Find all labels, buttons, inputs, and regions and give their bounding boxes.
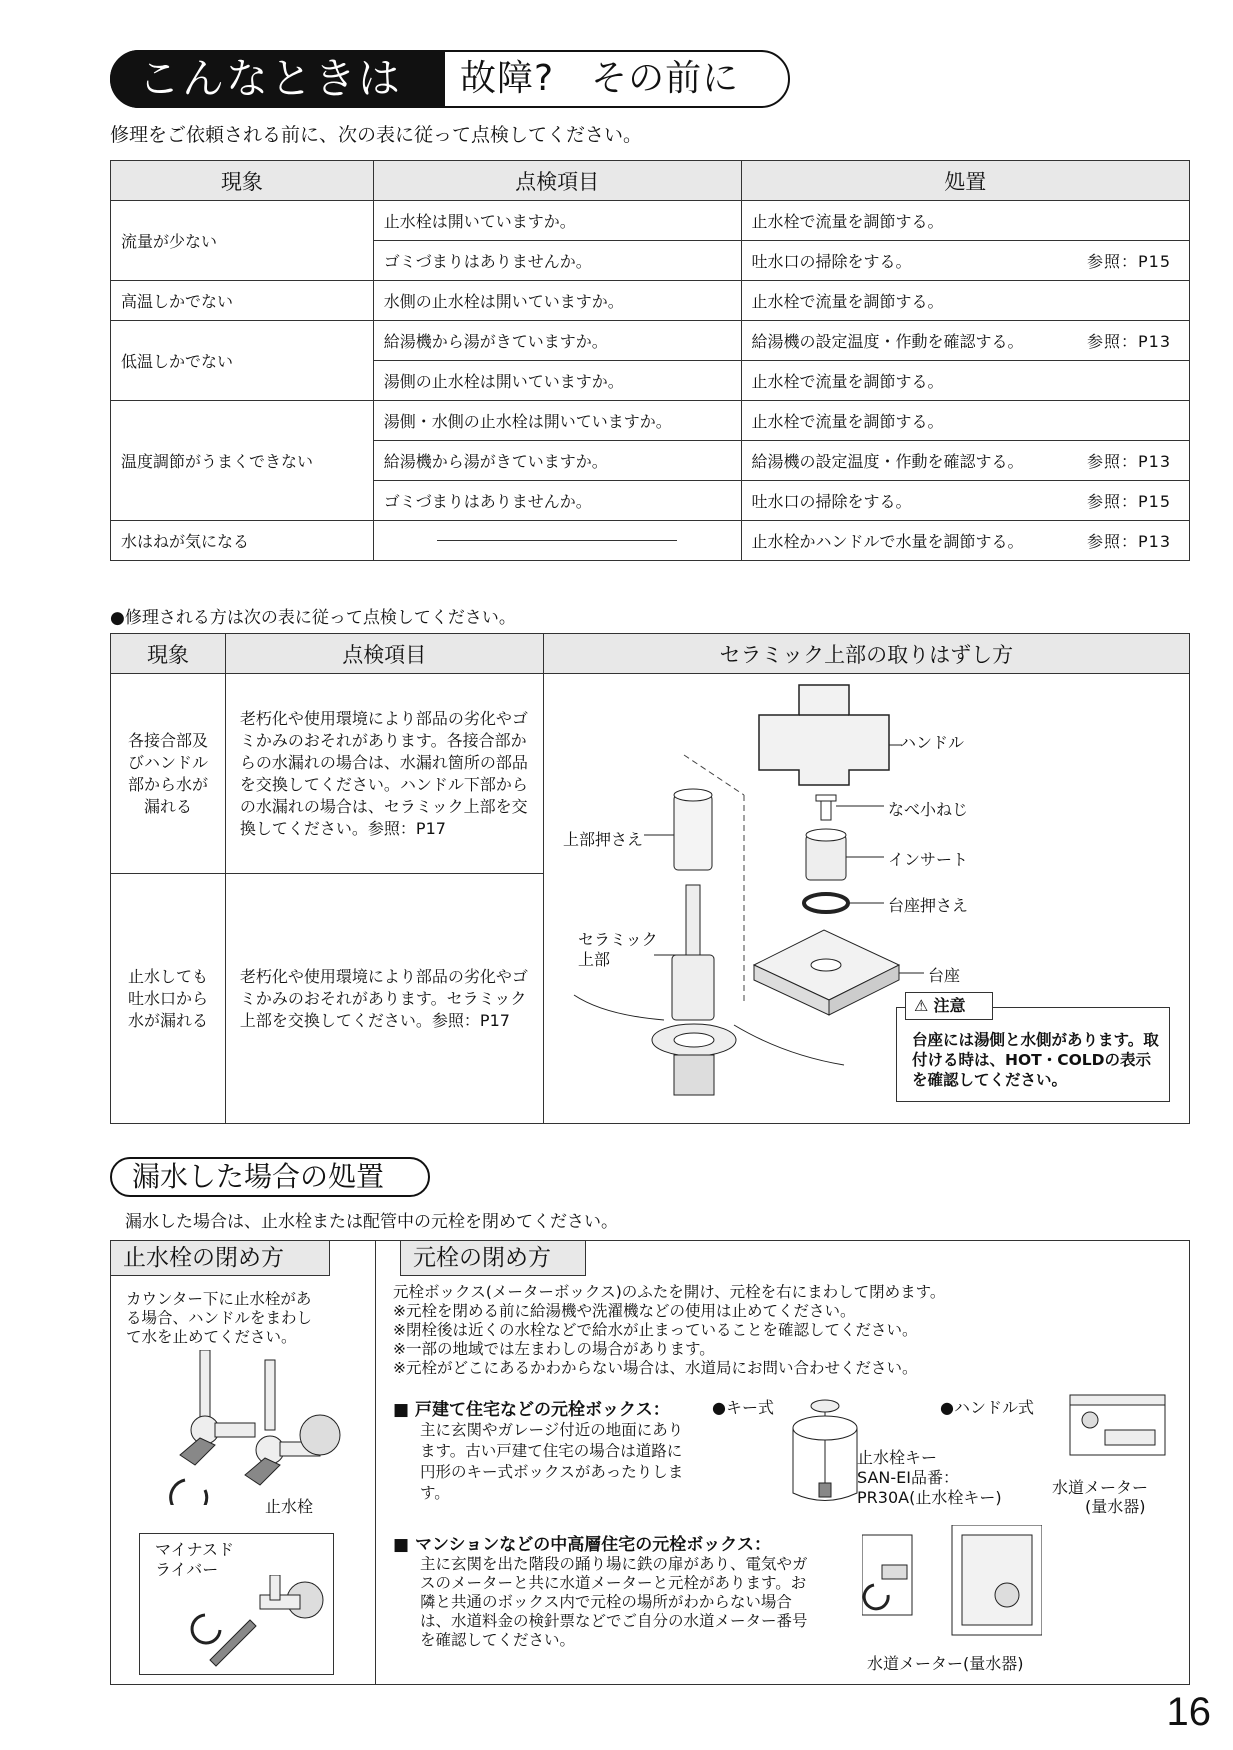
header-title-right: 故障? その前に: [460, 58, 740, 99]
action-cell: [741, 321, 1189, 361]
phenomenon-cell: 高温しかでない: [111, 281, 374, 321]
caution-label: [905, 992, 993, 1020]
mansion-text: 主に玄関を出た階段の踊り場に鉄の扉があり、電気やガスのメーターと共に水道メーターと元栓があります。お隣と共通のボックス内で元栓の場所がわからない場合は、水道料金の検針票などでご自分の水道メーター番号を確認してください。: [420, 1555, 808, 1649]
action-text: 止水栓で流量を調節する。: [751, 372, 944, 391]
handle-box-illustration: [1050, 1390, 1170, 1465]
handle-type-label: ●ハンドル式: [940, 1398, 1034, 1417]
troubleshoot-table: [110, 160, 1190, 561]
label-seat: 台座: [928, 966, 961, 985]
left-text: カウンター下に止水栓がある場合、ハンドルをまわして水を止めてください。: [126, 1290, 313, 1346]
action-cell: [741, 281, 1189, 321]
check-cell: 老朽化や使用環境により部品の劣化やゴミかみのおそれがあります。各接合部からの水漏れの場合は、水漏れ箇所の部品を交換してください。ハンドル下部からの水漏れの場合は、セラミック上部を交換してください。参照：P17: [225, 674, 543, 874]
ref-text: 参照：P13: [1086, 332, 1171, 351]
house-head: ■ 戸建て住宅などの元栓ボックス：: [393, 1400, 670, 1420]
phenomenon-cell: 水はねが気になる: [111, 521, 374, 561]
key-box-illustration: [785, 1398, 865, 1508]
action-cell: [741, 401, 1189, 441]
table-header-row: [111, 161, 1190, 201]
right-notes: [393, 1283, 1183, 1378]
action-text: 止水栓で流量を調節する。: [751, 292, 944, 311]
action-cell: [741, 521, 1189, 561]
meter-label-3: 水道メーター(量水器): [867, 1654, 1024, 1673]
note-line: ※元栓を閉める前に給湯機や洗濯機などの使用は止めてください。: [393, 1302, 856, 1320]
note-line: ※元栓がどこにあるかわからない場合は、水道局にお問い合わせください。: [393, 1359, 918, 1377]
key-type-label: ●キー式: [712, 1398, 774, 1417]
table-header-row: [111, 634, 1190, 674]
note-line: ※一部の地域では左まわしの場合があります。: [393, 1340, 715, 1358]
col-header-phenomenon: 現象: [111, 161, 374, 201]
action-cell: [741, 441, 1189, 481]
table-row: [111, 521, 1190, 561]
table-row: [111, 201, 1190, 241]
check-cell: 老朽化や使用環境により部品の劣化やゴミかみのおそれがあります。セラミック上部を交換してください。参照：P17: [225, 874, 543, 1124]
check-cell: ゴミづまりはありませんか。: [373, 481, 741, 521]
warning-icon: ⚠: [914, 996, 929, 1015]
label-handle: ハンドル: [900, 733, 965, 752]
meter-label-2: (量水器): [1085, 1497, 1146, 1516]
ref-text: 参照：P13: [1086, 532, 1171, 551]
note-line: ※閉栓後は近くの水栓などで給水が止まっていることを確認してください。: [393, 1321, 918, 1339]
house-text: 主に玄関やガレージ付近の地面にあります。古い戸建て住宅の場合は道路に円形のキー式ボックスがあったりします。: [420, 1421, 684, 1502]
col-header-check: 点検項目: [373, 161, 741, 201]
action-text: 止水栓で流量を調節する。: [751, 212, 944, 231]
action-cell: [741, 201, 1189, 241]
meter-label: 水道メーター: [1052, 1478, 1149, 1497]
driver-illustration: [190, 1575, 330, 1670]
ref-text: 参照：P15: [1086, 492, 1171, 511]
action-text: 給湯機の設定温度・作動を確認する。: [751, 332, 1024, 351]
label-driver: マイナスドライバー: [155, 1540, 235, 1579]
check-cell: 水側の止水栓は開いていますか。: [373, 281, 741, 321]
label-upper-press: 上部押さえ: [563, 830, 644, 849]
action-cell: [741, 241, 1189, 281]
action-text: 止水栓かハンドルで水量を調節する。: [751, 532, 1024, 551]
screw-illustration: [816, 795, 836, 820]
phenomenon-cell: 低温しかでない: [111, 321, 374, 401]
stop-valve-illustration: [160, 1350, 360, 1505]
table-row: [111, 281, 1190, 321]
col-header-action: 処置: [741, 161, 1189, 201]
action-cell: [741, 481, 1189, 521]
leak-intro: 漏水した場合は、止水栓または配管中の元栓を閉めてください。: [125, 1212, 618, 1232]
leak-title: 漏水した場合の処置: [110, 1157, 430, 1197]
right-head: 元栓の閉め方: [400, 1240, 586, 1276]
check-cell: ゴミづまりはありませんか。: [373, 241, 741, 281]
check-cell: 給湯機から湯がきていますか。: [373, 321, 741, 361]
handle-illustration: [759, 685, 889, 785]
seat-illustration: [754, 930, 899, 1015]
mansion-box-illustration: [862, 1525, 1042, 1645]
seat-press-illustration: [804, 894, 848, 912]
intro2-text: ●修理される方は次の表に従って点検してください。: [110, 608, 516, 628]
leak-divider: [375, 1240, 376, 1685]
ceramic-cartridge-illustration: [672, 885, 714, 1020]
header-title-left: こんなときは: [110, 50, 445, 108]
caution-title: 注意: [933, 996, 966, 1015]
phenomenon-cell: 止水しても吐水口から水が漏れる: [111, 874, 226, 1124]
left-head: 止水栓の閉め方: [110, 1240, 330, 1276]
action-cell: [741, 361, 1189, 401]
phenomenon-cell: 流量が少ない: [111, 201, 374, 281]
table-row: [111, 401, 1190, 441]
label-stop-valve: 止水栓: [265, 1497, 314, 1516]
phenomenon-cell: 温度調節がうまくできない: [111, 401, 374, 521]
action-text: 給湯機の設定温度・作動を確認する。: [751, 452, 1024, 471]
check-cell-empty: [373, 521, 741, 561]
ref-text: 参照：P13: [1086, 452, 1171, 471]
upper-press-illustration: [674, 789, 712, 870]
phenomenon-cell: 各接合部及びハンドル部から水が漏れる: [111, 674, 226, 874]
col-header-removal: セラミック上部の取りはずし方: [543, 634, 1189, 674]
caution-text: 台座には湯側と水側があります。取付ける時は、HOT・COLDの表示を確認してください。: [912, 1031, 1159, 1089]
table-row: [111, 321, 1190, 361]
key-part-label-2: PR30A(止水栓キー): [857, 1488, 1002, 1507]
action-text: 吐水口の掃除をする。: [751, 492, 912, 511]
check-cell: 止水栓は開いていますか。: [373, 201, 741, 241]
mansion-head: ■ マンションなどの中高層住宅の元栓ボックス：: [393, 1535, 772, 1555]
check-cell: 湯側・水側の止水栓は開いていますか。: [373, 401, 741, 441]
check-cell: 湯側の止水栓は開いていますか。: [373, 361, 741, 401]
label-insert: インサート: [888, 850, 969, 869]
label-ceramic: セラミック上部: [578, 930, 658, 969]
check-cell: 給湯機から湯がきていますか。: [373, 441, 741, 481]
label-seat-press: 台座押さえ: [888, 896, 969, 915]
ref-text: 参照：P15: [1086, 252, 1171, 271]
key-label: 止水栓キー: [857, 1448, 938, 1467]
col-header-phenomenon: 現象: [111, 634, 226, 674]
action-text: 吐水口の掃除をする。: [751, 252, 912, 271]
key-part-label: SAN-EI品番：: [857, 1468, 959, 1487]
action-text: 止水栓で流量を調節する。: [751, 412, 944, 431]
note-line: 元栓ボックス(メーターボックス)のふたを開け、元栓を右にまわして閉めます。: [393, 1283, 946, 1301]
dash-line: [437, 540, 677, 541]
label-screw: なべ小ねじ: [888, 800, 969, 819]
col-header-check: 点検項目: [225, 634, 543, 674]
insert-illustration: [806, 829, 846, 880]
page-number: 16: [1166, 1690, 1211, 1734]
intro-text: 修理をご依頼される前に、次の表に従って点検してください。: [110, 124, 643, 146]
